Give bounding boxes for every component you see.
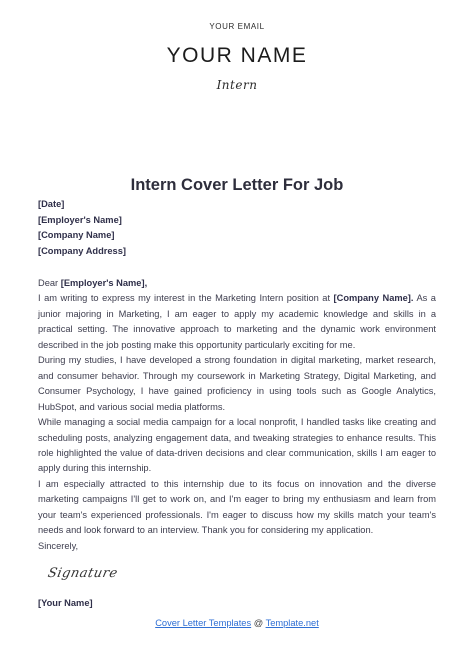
paragraph-1-before: I am writing to express my interest in the Marketing Intern position at [38,293,334,304]
letter-body [38,276,436,554]
footer-separator: @ [251,618,266,628]
address-company-address: [Company Address] [38,245,126,256]
footer [0,618,474,628]
address-block [38,197,126,259]
cover-letter-templates-link[interactable]: Cover Letter Templates [155,618,252,628]
signature: Signature [46,566,120,581]
header-role: Intern [216,78,258,92]
paragraph-3: While managing a social media campaign for a local nonprofit, I handled tasks like creating and scheduling posts, analyzing engagement data, and tweaking strategies to enhance results. This role highlighted the value of data-driven decisions and clear communication, skills I am eager to apply during this internship. [38,417,436,474]
address-date: [Date] [38,199,65,209]
paragraph-1-after: As a junior majoring in Marketing, I am eager to apply my academic knowledge and skills in a practical setting. The innovative approach to marketing and the dynamic work environment described in the job posting make this opportunity particularly exciting for me. [38,293,436,350]
address-employer-name: [Employer's Name] [38,214,122,225]
signer-name: [Your Name] [38,598,93,608]
paragraph-1-company: [Company Name]. [333,293,414,304]
letter-title: Intern Cover Letter For Job [130,176,344,194]
salutation-prefix: Dear [38,278,61,288]
closing: Sincerely, [38,540,79,551]
salutation [38,276,436,291]
paragraph-4: I am especially attracted to this internship due to its focus on innovation and the diverse marketing campaigns I'll get to work on, and I'm eager to bring my enthusiasm and learn from your team's experienced professionals. I'm eager to discuss how my skills match your team's needs and look forward to an interview. Thank you for considering my application. [38,478,436,536]
address-company-name: [Company Name] [38,230,115,240]
paragraph-2: During my studies, I have developed a strong foundation in digital marketing, market research, and consumer behavior. Through my coursework in Marketing Strategy, Digital Marketing, and Consumer Psychology, I have gained proficiency in using tools such as Google Analytics, HubSpot, and various social media platforms. [38,355,436,412]
template-net-link[interactable]: Template.net [265,618,319,628]
header-email: YOUR EMAIL [209,22,265,31]
header-name: YOUR NAME [166,44,308,67]
paragraph-1 [38,291,436,353]
salutation-name: [Employer's Name], [60,278,148,288]
